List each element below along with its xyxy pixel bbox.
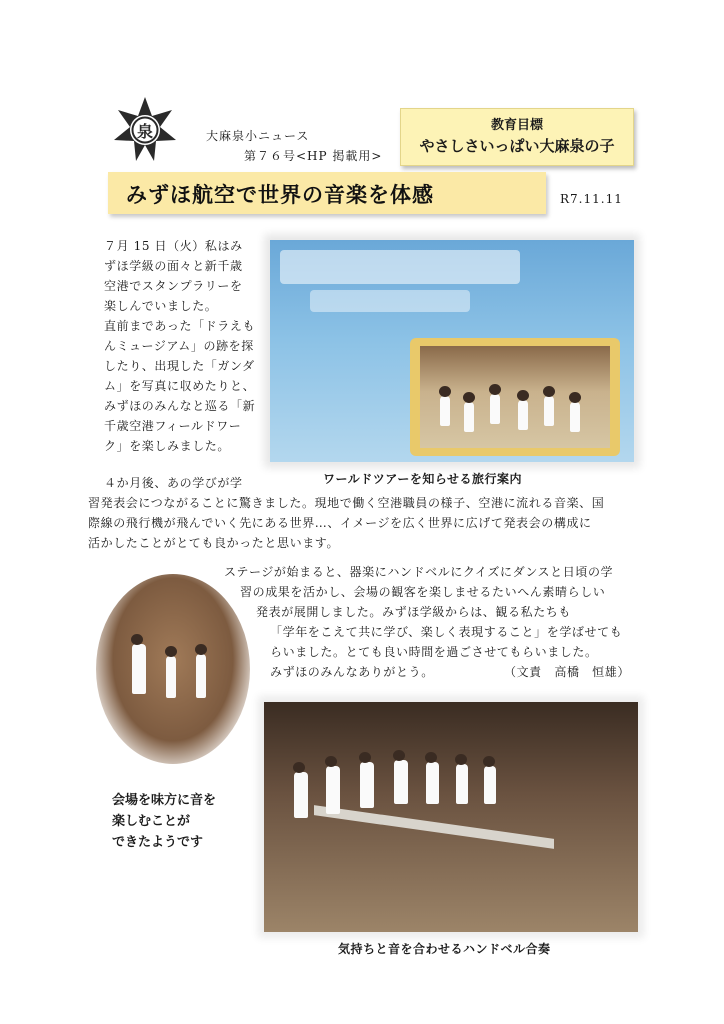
child-figure xyxy=(464,402,474,432)
bell-table xyxy=(314,805,554,849)
text-line: 習の成果を活かし、会場の観客を楽しませるたいへん素晴らしい xyxy=(240,585,606,599)
travel-guide-photo xyxy=(270,240,634,462)
child-figure xyxy=(456,764,468,804)
hall-background xyxy=(420,346,610,448)
poster-title-area xyxy=(280,250,520,284)
child-figure xyxy=(360,762,374,808)
issue-number: 第７６号<HP 掲載用> xyxy=(244,149,383,163)
child-figure xyxy=(440,396,450,426)
child-figure xyxy=(490,394,500,424)
text-line: ステージが始まると、器楽にハンドベルにクイズにダンスと日頃の学 xyxy=(224,565,614,579)
caption-line: 会場を味方に音を xyxy=(112,793,217,808)
article-paragraph-2 xyxy=(88,473,634,553)
handbell-ensemble-photo xyxy=(264,702,638,932)
text-line: ４か月後、あの学びが学 xyxy=(104,476,243,490)
child-figure xyxy=(484,766,496,804)
text-line: 千歳空港フィールドワー xyxy=(104,419,242,433)
child-figure xyxy=(326,766,340,814)
text-line: ム」を写真に収めたりと、 xyxy=(104,379,256,393)
headline: みずほ航空で世界の音楽を体感 xyxy=(126,183,434,207)
text-line: 直前まであった「ドラえも xyxy=(104,319,256,333)
headline-banner xyxy=(108,172,546,214)
child-figure xyxy=(132,644,146,694)
text-line: ク」を楽しみました。 xyxy=(104,439,231,453)
text-line: んミュージアム」の跡を探 xyxy=(104,339,254,353)
text-line: したり、出現した「ガンダ xyxy=(104,359,255,373)
text-line: 楽しんでいました。 xyxy=(104,299,218,313)
text-line: ずほ学級の面々と新千歳 xyxy=(104,259,243,273)
svg-text:泉: 泉 xyxy=(136,122,154,141)
text-line: みずほのみんなありがとう。 xyxy=(270,665,434,679)
school-news-name: 大麻泉小ニュース xyxy=(206,129,310,143)
text-line: ７月 15 日（火）私はみ xyxy=(104,239,243,253)
goal-title: 教育目標 xyxy=(490,118,543,133)
travel-guide-caption: ワールドツアーを知らせる旅行案内 xyxy=(323,472,523,486)
handbell-caption: 気持ちと音を合わせるハンドベル合奏 xyxy=(338,942,551,956)
oval-photo-caption xyxy=(112,790,216,853)
goal-text: やさしさいっぱい大麻泉の子 xyxy=(419,137,615,155)
child-figure xyxy=(196,654,206,698)
text-line: 「学年をこえて共に学び、楽しく表現すること」を学ばせても xyxy=(270,625,623,639)
article-paragraph-3 xyxy=(224,562,636,682)
dance-stage-photo xyxy=(410,338,620,456)
text-line: 発表が展開しました。みずほ学級からは、観る私たちも xyxy=(256,605,572,619)
author-credit: （文責 高橋 恒雄） xyxy=(503,665,630,679)
child-figure xyxy=(544,396,554,426)
text-line-with-author xyxy=(224,662,636,682)
child-figure xyxy=(394,760,408,804)
child-figure xyxy=(518,400,528,430)
caption-line: 楽しむことが xyxy=(112,814,191,829)
child-figure xyxy=(294,772,308,818)
child-figure xyxy=(426,762,439,804)
article-paragraph-1 xyxy=(104,236,262,456)
school-emblem-icon xyxy=(112,96,178,162)
text-line: らいました。とても良い時間を過ごさせてもらいました。 xyxy=(270,645,598,659)
text-line: みずほのみんなと巡る「新 xyxy=(104,399,256,413)
caption-line: できたようです xyxy=(112,835,204,850)
issue-date: R7.11.11 xyxy=(560,192,623,206)
child-figure xyxy=(166,656,176,698)
text-line: 習発表会につながることに驚きました。現地で働く空港職員の様子、空港に流れる音楽、国 xyxy=(88,496,605,510)
text-line: 際線の飛行機が飛んでいく先にある世界…、イメージを広く世界に広げて発表会の構成に xyxy=(88,516,592,530)
text-line: 活かしたことがとても良かったと思います。 xyxy=(88,536,340,550)
poster-subtitle-area xyxy=(310,290,470,312)
text-line: 空港でスタンプラリーを xyxy=(104,279,243,293)
child-figure xyxy=(570,402,580,432)
education-goal-box xyxy=(400,108,634,166)
